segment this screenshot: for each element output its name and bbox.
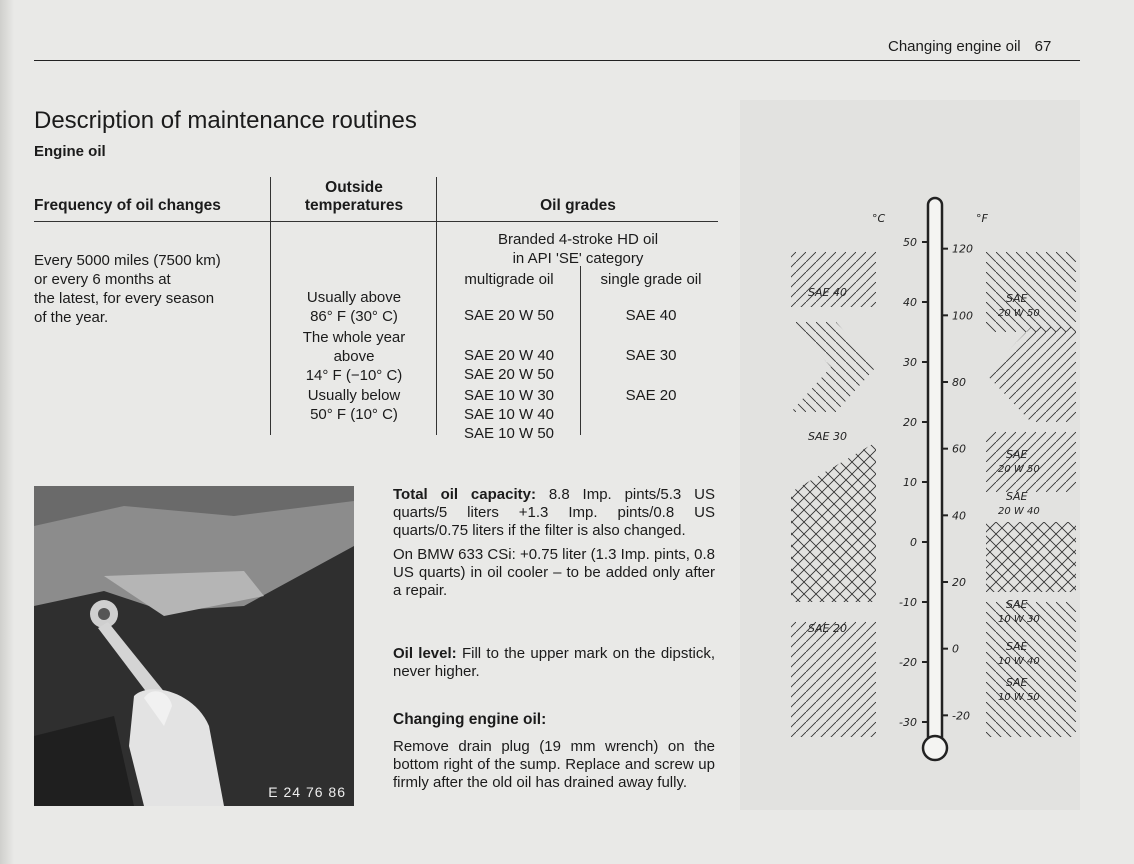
right-grade-label: 10 W 30 (998, 614, 1040, 625)
celsius-tick-label: -20 (899, 656, 917, 669)
bmw-633-note: On BMW 633 CSi: +0.75 liter (1.3 Imp. pints, 0.8 US quarts) in oil cooler – to be added only after a repair. (393, 546, 715, 599)
right-grade-label: 20 W 50 (998, 308, 1040, 319)
table-row-single: SAE 30 (625, 347, 677, 364)
subheader-multigrade: multigrade oil (464, 271, 554, 288)
fahrenheit-tick-label: 100 (952, 309, 973, 323)
fahrenheit-tick-label: -20 (952, 709, 970, 723)
page-edge-shadow (0, 0, 14, 864)
right-grade-label: SAE (1006, 292, 1028, 305)
left-grade-label: SAE 30 (808, 430, 847, 443)
table-row-temp: Usually above 86° F (30° C) (306, 289, 402, 325)
photo-reference-code: E 24 76 86 (268, 784, 346, 800)
right-grade-label: SAE (1006, 448, 1028, 461)
table-row-temp: The whole year above 14° F (−10° C) (302, 329, 406, 384)
frequency-text: Every 5000 miles (7500 km) or every 6 months at the latest, for every season of the year. (34, 252, 221, 326)
drain-plug-photo (34, 486, 354, 806)
celsius-tick-label: 40 (903, 296, 917, 309)
fahrenheit-tick-label: 20 (952, 576, 966, 589)
thermometer (923, 198, 947, 760)
capacity-text: 8.8 Imp. pints/5.3 US quarts/5 liters +1.3 Imp. pints/0.8 US quarts/0.75 liters if the filter is also changed. (393, 486, 715, 539)
left-grade-bands (791, 252, 876, 737)
table-row-multigrade: SAE 20 W 40 SAE 20 W 50 (463, 347, 555, 383)
running-title: Changing engine oil (888, 38, 1021, 55)
fahrenheit-scale (941, 243, 973, 723)
table-divider-2 (436, 177, 437, 435)
oil-level-label: Oil level: (393, 645, 457, 662)
changing-oil-text: Remove drain plug (19 mm wrench) on the bottom right of the sump. Replace and screw up firmly after the old oil has drained away fully. (393, 738, 715, 791)
table-row-multigrade: SAE 10 W 30 SAE 10 W 40 SAE 10 W 50 (463, 387, 555, 442)
fahrenheit-tick-label: 60 (952, 442, 966, 456)
table-row-multigrade: SAE 20 W 50 (463, 307, 555, 324)
oil-level-paragraph (393, 645, 715, 681)
table-row-single: SAE 40 (625, 307, 677, 324)
left-grade-label: SAE 40 (808, 286, 847, 299)
table-header-rule (34, 221, 718, 222)
celsius-tick-label: 10 (903, 476, 917, 489)
section-subtitle: Engine oil (34, 143, 106, 160)
celsius-tick-label: -30 (899, 716, 917, 729)
oil-viscosity-temperature-chart (786, 192, 1080, 762)
col-header-temperatures: Outside temperatures (304, 179, 404, 214)
celsius-tick-label: 20 (903, 416, 917, 429)
oil-level-text: Fill to the upper mark on the dipstick, never higher. (393, 645, 716, 680)
right-grade-label: SAE (1006, 598, 1028, 611)
table-row-temp: Usually below 50° F (10° C) (307, 387, 401, 423)
celsius-tick-label: 30 (903, 356, 917, 369)
right-grade-label: 20 W 50 (998, 464, 1040, 475)
fahrenheit-tick-label: 40 (952, 509, 966, 523)
fahrenheit-tick-label: 120 (952, 242, 973, 256)
right-grade-label: SAE (1006, 490, 1028, 503)
subheader-single-grade: single grade oil (600, 271, 702, 288)
changing-oil-section (393, 711, 715, 792)
header-rule (34, 60, 1080, 61)
celsius-tick-label: 0 (910, 536, 917, 549)
table-divider-1 (270, 177, 271, 435)
right-grade-label: 10 W 40 (998, 656, 1040, 667)
right-grade-label: SAE (1006, 640, 1028, 653)
page-number: 67 (1034, 38, 1052, 55)
table-divider-3 (580, 266, 581, 435)
branded-oil-note: Branded 4-stroke HD oil in API 'SE' category (497, 231, 659, 267)
changing-oil-heading: Changing engine oil: (393, 711, 547, 728)
right-grade-label: 20 W 40 (998, 506, 1040, 517)
celsius-scale (899, 236, 929, 729)
col-header-oil-grades: Oil grades (540, 197, 616, 214)
page-title: Description of maintenance routines (34, 107, 417, 134)
left-grade-label: SAE 20 (808, 622, 847, 635)
running-header (888, 38, 1065, 55)
right-grade-label: 10 W 50 (998, 692, 1040, 703)
right-grade-label: SAE (1006, 676, 1028, 689)
celsius-unit: °C (872, 212, 886, 225)
table-row-single: SAE 20 (625, 387, 677, 404)
fahrenheit-unit: °F (976, 212, 988, 225)
fahrenheit-tick-label: 0 (952, 642, 959, 656)
celsius-tick-label: -10 (899, 596, 917, 609)
capacity-label: Total oil capacity: (393, 486, 536, 503)
capacity-paragraph (393, 486, 715, 600)
celsius-tick-label: 50 (903, 236, 917, 249)
fahrenheit-tick-label: 80 (952, 376, 966, 389)
col-header-frequency: Frequency of oil changes (34, 197, 221, 214)
